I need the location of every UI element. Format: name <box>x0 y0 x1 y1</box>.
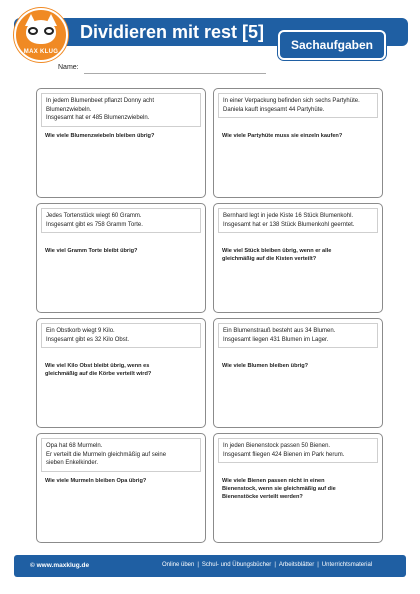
task-question: Wie viele Murmeln bleiben Opa übrig? <box>45 478 147 484</box>
task-text: Ein Obstkorb wiegt 9 Kilo. Insgesamt gibt es 32 Kilo Obst. <box>41 323 201 348</box>
footer-site-link[interactable]: © www.maxklug.de <box>30 562 90 569</box>
task-card-3 <box>36 203 206 313</box>
task-question: Wie viele Blumenzwiebeln bleiben übrig? <box>45 133 155 139</box>
task-text: Bernhard legt in jede Kiste 16 Stück Blumenkohl. Insgesamt hat er 138 Stück Blumenkohl geerntet. <box>218 208 378 233</box>
task-card-6 <box>213 318 383 428</box>
page-title: Dividieren mit rest [5] <box>80 22 265 42</box>
task-question: Wie viele Bienen passen nicht in einen Bienenstock, wenn sie gleichmäßig auf die Bienenstöcke verteilt werden? <box>222 478 336 501</box>
task-card-1 <box>36 88 206 198</box>
logo-glasses <box>28 27 54 35</box>
task-text: Ein Blumenstrauß besteht aus 34 Blumen. Insgesamt liegen 431 Blumen im Lager. <box>218 323 378 348</box>
name-input-line[interactable] <box>84 73 266 74</box>
footer-link-online[interactable]: Online üben <box>162 562 195 568</box>
footer-link-material[interactable]: Unterrichtsmaterial <box>321 562 373 568</box>
footer-link-worksheets[interactable]: Arbeitsblätter <box>278 562 315 568</box>
task-question: Wie viele Blumen bleiben übrig? <box>222 363 309 369</box>
maxklug-logo <box>14 8 68 62</box>
footer-bar <box>14 555 406 577</box>
footer-link-books[interactable]: Schul- und Übungsbücher <box>201 562 272 568</box>
task-question: Wie viele Partyhüte muss sie einzeln kaufen? <box>222 133 343 139</box>
task-text: In jedem Blumenbeet pflanzt Donny acht Blumenzwiebeln. Insgesamt hat er 485 Blumenzwiebeln. <box>41 93 201 127</box>
task-text: In einer Verpackung befinden sich sechs Partyhüte. Daniela kauft insgesamt 44 Partyhüte. <box>218 93 378 118</box>
task-text: Jedes Tortenstück wiegt 60 Gramm. Insgesamt gibt es 758 Gramm Torte. <box>41 208 201 233</box>
task-text: In jeden Bienenstock passen 50 Bienen. Insgesamt fliegen 424 Bienen im Park herum. <box>218 438 378 463</box>
name-label: Name: <box>58 64 79 71</box>
task-card-5 <box>36 318 206 428</box>
task-question: Wie viel Gramm Torte bleibt übrig? <box>45 248 138 254</box>
task-question: Wie viel Stück bleiben übrig, wenn er alle gleichmäßig auf die Kisten verteilt? <box>222 248 332 263</box>
footer-links: Online üben | Schul- und Übungsbücher | Arbeitsblätter | Unterrichtsmaterial <box>162 562 373 568</box>
logo-text: MAX KLUG <box>23 49 59 55</box>
task-card-2 <box>213 88 383 198</box>
task-text: Opa hat 68 Murmeln. Er verteilt die Murmeln gleichmäßig auf seine sieben Enkelkinder. <box>41 438 201 472</box>
task-question: Wie viel Kilo Obst bleibt übrig, wenn es gleichmäßig auf die Körbe verteilt wird? <box>45 363 152 378</box>
task-card-8 <box>213 433 383 543</box>
category-badge: Sachaufgaben <box>278 30 386 60</box>
task-card-7 <box>36 433 206 543</box>
task-card-4 <box>213 203 383 313</box>
